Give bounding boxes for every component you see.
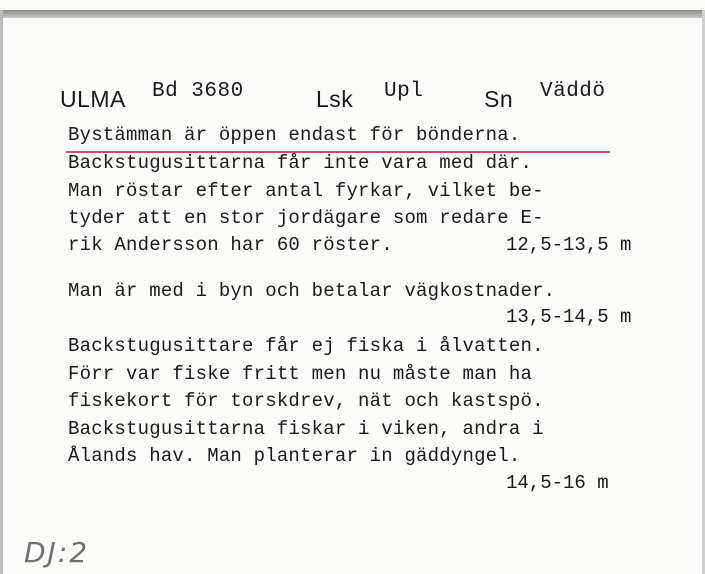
text-line: Man är med i byn och betalar vägkostnader. — [68, 280, 556, 302]
text-line: Backstugusittarna fiskar i viken, andra i — [68, 418, 544, 440]
handwritten-signature: DJ:2 — [24, 536, 90, 569]
text-line: Bystämman är öppen endast för bönderna. — [68, 124, 521, 146]
text-line: rik Andersson har 60 röster. — [68, 234, 393, 256]
text-line: Man röstar efter antal fyrkar, vilket be- — [68, 180, 544, 202]
reference-marker: 14,5-16 m — [506, 472, 609, 494]
header-lsk-value: Upl — [384, 80, 424, 103]
text-line: Förr var fiske fritt men nu måste man ha — [68, 363, 533, 385]
header-sn-label: Sn — [484, 86, 514, 112]
header-lsk-label: Lsk — [316, 86, 354, 112]
text-line: Backstugusittarna får inte vara med där. — [68, 152, 533, 174]
header-name: ULMA — [60, 86, 126, 112]
card-left-edge — [0, 10, 3, 574]
reference-marker: 12,5-13,5 m — [506, 234, 632, 256]
header-sn-value: Väddö — [540, 80, 606, 103]
header-bd: Bd 3680 — [152, 80, 244, 103]
text-line: Backstugusittare får ej fiska i ålvatten. — [68, 335, 544, 357]
text-line: Ålands hav. Man planterar in gäddyngel. — [68, 445, 521, 467]
text-line: tyder att en stor jordägare som redare E- — [68, 207, 544, 229]
text-line: fiskekort för torskdrev, nät och kastspö. — [68, 390, 544, 412]
card-top-edge — [0, 10, 705, 18]
reference-marker: 13,5-14,5 m — [506, 306, 632, 328]
